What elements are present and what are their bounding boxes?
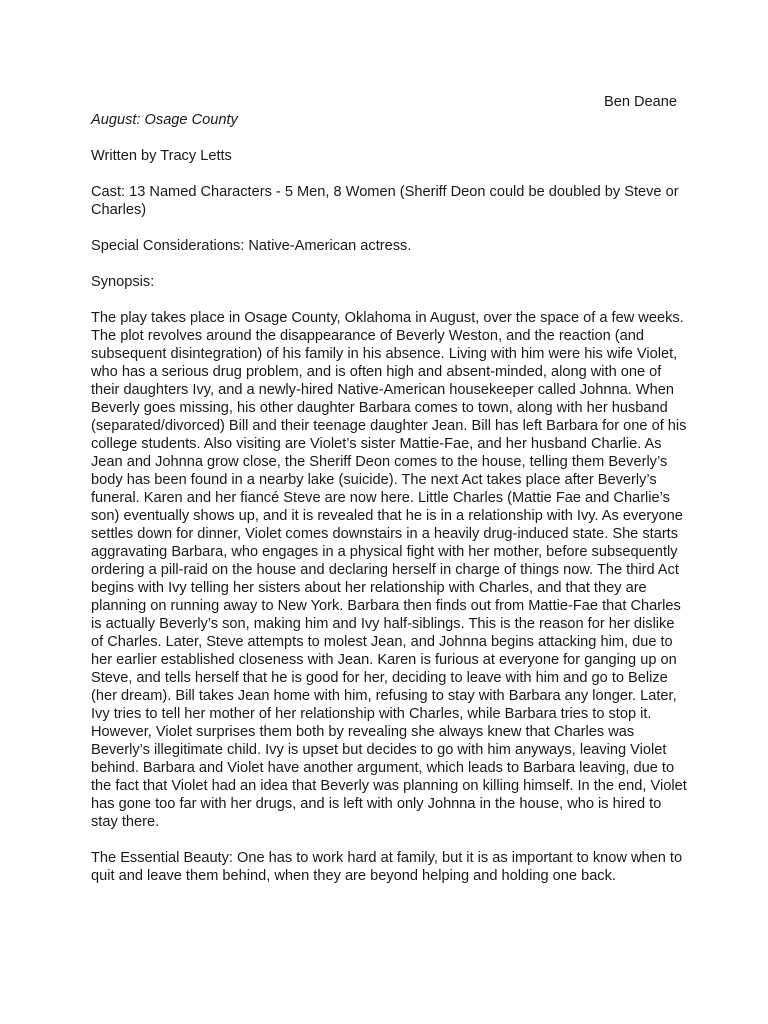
author-name: Ben Deane [603, 94, 677, 110]
synopsis-heading: Synopsis: [91, 274, 155, 290]
cast-line: Cast: 13 Named Characters - 5 Men, 8 Women (Sheriff Deon could be doubled by Steve or Charles) [91, 184, 679, 218]
written-by-line: Written by Tracy Letts [91, 148, 232, 164]
document-page [91, 93, 687, 903]
synopsis-paragraph: The play takes place in Osage County, Oklahoma in August, over the space of a few weeks. The plot revolves around the disappearance of Beverly Weston, and the reaction (and subsequent disintegration) of his family in his absence. Living with him were his wife Violet, who has a serious drug problem, and is often high and absent-minded, along with one of their daughters Ivy, and a newly-hired Native-American housekeeper called Johnna. When Beverly goes missing, his other daughter Barbara comes to town, along with her husband (separated/divorced) Bill and their teenage daughter Jean. Bill has left Barbara for one of his college students. Also visiting are Violet’s sister Mattie-Fae, and her husband Charlie. As Jean and Johnna grow close, the Sheriff Deon comes to the house, telling them Beverly’s body has been found in a nearby lake (suicide). The next Act takes place after Beverly’s funeral. Karen and her fiancé Steve are now here. Little Charles (Mattie Fae and Charlie’s son) eventually shows up, and it is revealed that he is in a relationship with Ivy. As everyone settles down for dinner, Violet comes downstairs in a heavily drug-induced state. She starts aggravating Barbara, who engages in a physical fight with her mother, before subsequently ordering a pill-raid on the house and declaring herself in charge of things now. The third Act begins with Ivy telling her sisters about her relationship with Charles, and that they are planning on running away to New York. Barbara then finds out from Mattie-Fae that Charles is actually Beverly’s son, making him and Ivy half-siblings. This is the reason for her dislike of Charles. Later, Steve attempts to molest Jean, and Johnna begins attacking him, due to her earlier established closeness with Jean. Karen is furious at everyone for ganging up on Steve, and tells herself that he is good for her, deciding to leave with him and go to Belize (her dream). Bill takes Jean home with him, refusing to stay with Barbara any longer. Later, Ivy tries to tell her mother of her relationship with Charles, while Barbara tries to stop it. However, Violet surprises them both by revealing she always knew that Charles was Beverly’s illegitimate child. Ivy is upset but decides to go with him anyways, leaving Violet behind. Barbara and Violet have another argument, which leads to Barbara leaving, due to the fact that Violet had an idea that Beverly was planning on killing himself. In the end, Violet has gone too far with her drugs, and is left with only Johnna in the house, who is hired to stay there. [91, 310, 687, 830]
play-title: August: Osage County [91, 112, 238, 128]
special-considerations-line: Special Considerations: Native-American actress. [91, 238, 412, 254]
essential-beauty-paragraph: The Essential Beauty: One has to work hard at family, but it is as important to know when to quit and leave them behind, when they are beyond helping and holding one back. [91, 850, 683, 884]
